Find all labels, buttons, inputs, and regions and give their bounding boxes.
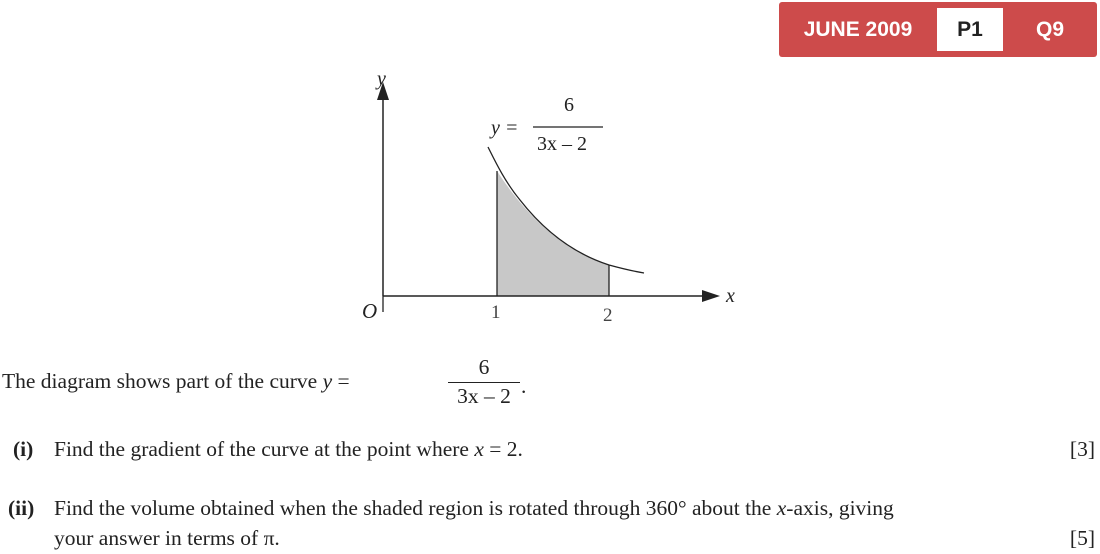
intro-var: y [322,369,333,393]
question-ii-marks: [5] [1069,526,1095,550]
x-axis-arrow [702,290,720,302]
tick-label-2: 2 [603,305,613,326]
question-ii-line1 [54,496,894,521]
y-axis-label: y [377,68,386,90]
question-ii-var: x [776,496,787,520]
badge-paper: P1 [937,8,1003,51]
intro-eq: = [337,369,350,393]
question-i-after: = 2. [489,437,523,461]
intro-fraction-numerator: 6 [478,355,490,379]
question-ii-after: -axis, giving [786,496,894,520]
badge-question: Q9 [1035,18,1064,41]
intro-sentence [2,369,350,394]
intro-fraction-denominator: 3x – 2 [457,384,511,409]
origin-label: O [362,299,378,323]
question-i-text [54,437,523,462]
question-ii-label: (ii) [8,496,35,520]
question-i-label: (i) [13,437,34,461]
intro-period: . [521,374,527,398]
question-i-before: Find the gradient of the curve at the point where [54,437,469,461]
x-axis-label: x [726,285,735,307]
tick-label-1: 1 [491,302,501,323]
intro-text: The diagram shows part of the curve [2,369,318,393]
question-ii-before: Find the volume obtained when the shaded region is rotated through 360° about the [54,496,772,520]
question-ii-line2: your answer in terms of π. [54,526,280,550]
curve-label-denominator: 3x – 2 [537,133,587,155]
intro-fraction [448,355,520,409]
question-i-var: x [474,437,484,461]
question-i-marks: [3] [1069,437,1095,461]
curve-label-numerator: 6 [564,94,574,116]
badge-date: JUNE 2009 [803,18,913,41]
curve-label-lhs: y = [491,117,519,139]
intro-fraction-bar [448,382,520,383]
